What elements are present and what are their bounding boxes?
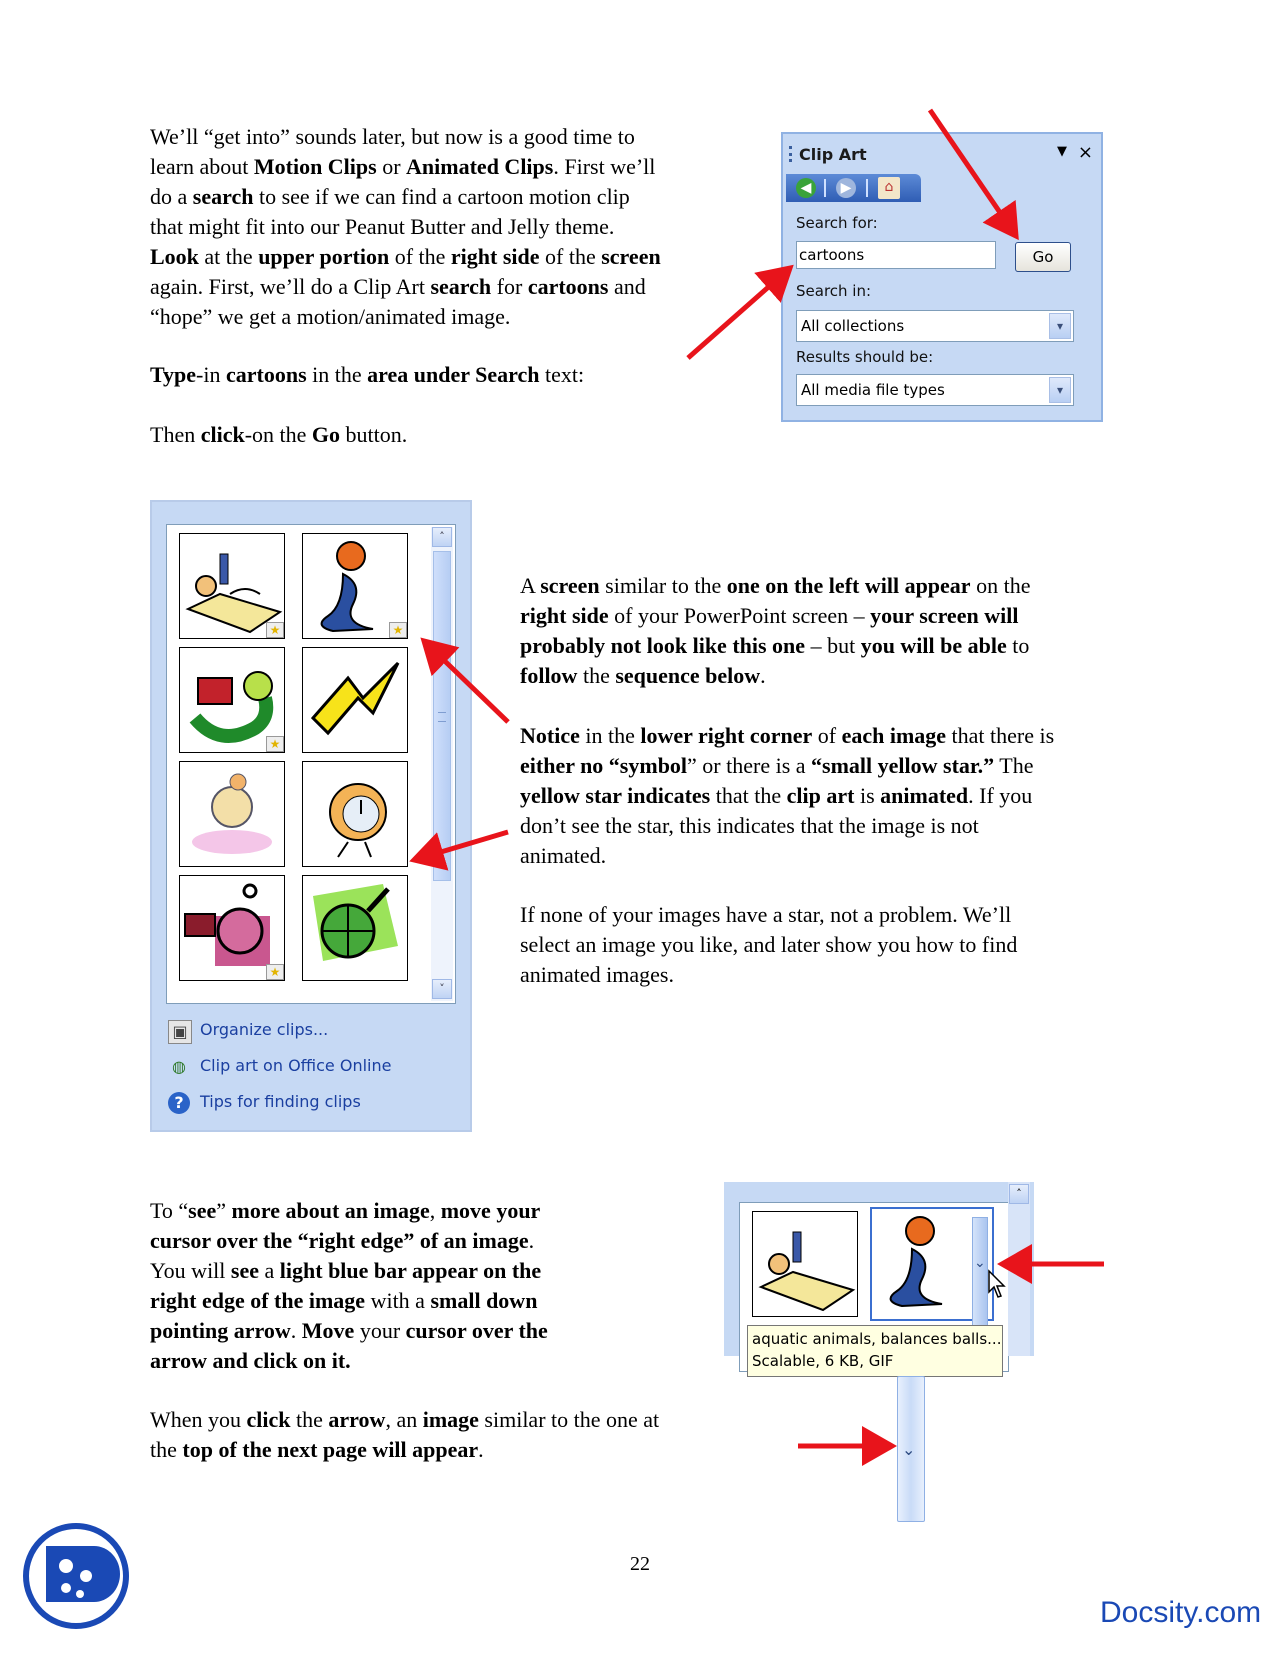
search-in-value: All collections xyxy=(801,317,905,335)
scroll-thumb[interactable] xyxy=(433,551,451,881)
clip-thumbnail[interactable] xyxy=(752,1211,858,1317)
pane-menu-button[interactable]: ▼ xyxy=(1057,144,1067,159)
back-icon[interactable]: ◀ xyxy=(796,178,816,198)
clip-thumbnail[interactable] xyxy=(179,875,285,981)
lightning-bolt-icon xyxy=(303,648,407,752)
link-label: Clip art on Office Online xyxy=(200,1056,392,1075)
animated-star-icon: ★ xyxy=(266,964,284,980)
hover-preview-pane xyxy=(724,1182,1034,1370)
hover-dropdown-bar[interactable] xyxy=(972,1217,988,1327)
nav-separator xyxy=(824,179,826,197)
search-in-select[interactable] xyxy=(796,310,1074,342)
search-in-label: Search in: xyxy=(796,282,872,300)
tooltip-details: Scalable, 6 KB, GIF xyxy=(752,1352,894,1370)
grip-icon[interactable] xyxy=(789,146,795,162)
home-icon[interactable]: ⌂ xyxy=(878,177,900,199)
chevron-down-icon[interactable]: ▾ xyxy=(1049,377,1071,403)
animated-star-icon: ★ xyxy=(389,622,407,638)
clip-tooltip xyxy=(747,1325,1003,1377)
type-instruction: Type-in cartoons in the area under Search text: xyxy=(150,362,585,387)
pane-close-button[interactable]: × xyxy=(1077,142,1093,163)
chevron-down-icon[interactable]: ⌄ xyxy=(974,1255,986,1271)
scroll-down-button[interactable]: ˅ xyxy=(432,979,452,999)
pane-navbar xyxy=(786,174,921,202)
hover-grid xyxy=(739,1202,1009,1372)
organize-icon: ▣ xyxy=(168,1020,192,1044)
clip-thumbnail[interactable] xyxy=(302,533,408,639)
animated-star-icon: ★ xyxy=(266,736,284,752)
clip-thumbnail[interactable] xyxy=(179,647,285,753)
results-select[interactable] xyxy=(796,374,1074,406)
results-scrollbar[interactable] xyxy=(431,527,453,1001)
docsity-brand[interactable]: Docsity.com xyxy=(1100,1596,1262,1629)
explain-paragraph-3: If none of your images have a star, not a problem. We’ll select an image you like, and later show you how to find animated images. xyxy=(520,902,1018,987)
globe-icon: ◍ xyxy=(172,1057,186,1076)
go-instruction: Then click-on the Go button. xyxy=(150,422,408,447)
link-label: Tips for finding clips xyxy=(200,1092,361,1111)
clip-thumbnail[interactable] xyxy=(302,875,408,981)
chevron-down-icon[interactable]: ▾ xyxy=(1049,313,1071,339)
hover-instruction: To “see” more about an image, move your cursor over the “right edge” of an image. You will see a light blue bar appear on the right edge of the image with a small down pointing arrow. Move your cursor over the arrow and click on it. xyxy=(150,1198,548,1373)
go-button[interactable]: Go xyxy=(1015,242,1071,272)
clip-results-pane xyxy=(150,500,472,1132)
animated-star-icon: ★ xyxy=(266,622,284,638)
dizzy-figure-icon xyxy=(180,762,284,866)
clip-thumbnail[interactable] xyxy=(870,1207,994,1321)
page-number: 22 xyxy=(630,1553,650,1575)
forward-icon[interactable]: ▶ xyxy=(836,178,856,198)
mouse-cursor-icon xyxy=(988,1270,1008,1300)
pane-titlebar xyxy=(783,134,1101,164)
results-value: All media file types xyxy=(801,381,945,399)
click-arrow-instruction: When you click the arrow, an image similar to the one at the top of the next page will appear. xyxy=(150,1407,660,1462)
link-label: Organize clips... xyxy=(200,1020,329,1039)
chevron-down-icon[interactable]: ⌄ xyxy=(902,1440,916,1459)
clip-art-pane xyxy=(781,132,1103,422)
grip-icon xyxy=(438,712,446,722)
dropdown-bar-closeup[interactable] xyxy=(897,1376,925,1522)
intro-paragraph: We’ll “get into” sounds later, but now is a good time to learn about Motion Clips or Animated Clips. First we’ll do a search to see if we can find a cartoon motion clip that might fit into our Peanut Butter and Jelly theme. Look at the upper portion of the right side of the screen again. First, we’ll do a Clip Art search for cartoons and “hope” we get a motion/animated image. xyxy=(150,124,661,329)
results-grid xyxy=(166,524,456,1004)
hover-scrollbar[interactable] xyxy=(1008,1182,1030,1356)
scroll-up-button[interactable]: ˄ xyxy=(432,527,452,547)
help-icon: ? xyxy=(168,1092,190,1114)
search-input[interactable]: cartoons xyxy=(796,241,996,269)
alarm-clock-icon xyxy=(303,762,407,866)
pane-title: Clip Art xyxy=(799,145,867,164)
clip-thumbnail[interactable] xyxy=(302,647,408,753)
clip-thumbnail[interactable] xyxy=(179,761,285,867)
explain-paragraph-1: A screen similar to the one on the left will appear on the right side of your PowerPoint screen – your screen will probably not look like this one – but you will be able to follow the sequence below. xyxy=(520,573,1031,688)
rest-figure-icon xyxy=(753,1212,857,1316)
nav-separator xyxy=(866,179,868,197)
tooltip-keywords: aquatic animals, balances balls... xyxy=(752,1330,1002,1348)
docsity-logo-icon xyxy=(20,1520,132,1632)
globe-creature-icon xyxy=(303,876,407,980)
search-for-label: Search for: xyxy=(796,214,878,232)
clip-thumbnail[interactable] xyxy=(179,533,285,639)
clip-thumbnail[interactable] xyxy=(302,761,408,867)
scroll-up-button[interactable]: ˄ xyxy=(1009,1184,1029,1204)
results-label: Results should be: xyxy=(796,348,934,366)
explain-paragraph-2: Notice in the lower right corner of each image that there is either no “symbol” or there is a “small yellow star.” The yellow star indicates that the clip art is animated. If you don’t see the star, this indicates that the image is not animated. xyxy=(520,723,1055,868)
